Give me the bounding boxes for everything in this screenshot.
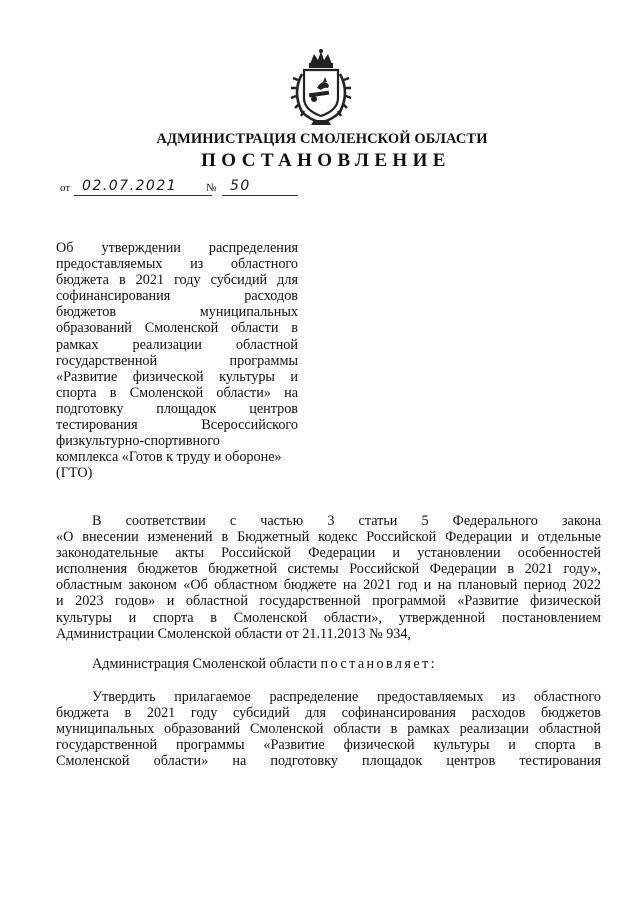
paragraph-line: Смоленской области» на подготовку площадок центров тестирования bbox=[56, 753, 601, 770]
smolensk-coat-of-arms-icon bbox=[290, 48, 352, 126]
organization-title: АДМИНИСТРАЦИЯ СМОЛЕНСКОЙ ОБЛАСТИ bbox=[156, 131, 488, 147]
subject-line: софинансирования расходов bbox=[56, 288, 298, 305]
paragraph-line: «О внесении изменений в Бюджетный кодекс Российской Федерации и отдельные bbox=[56, 529, 601, 546]
paragraph-line: государственной программы «Развитие физической культуры и спорта в bbox=[56, 737, 601, 754]
date-value: 02.07.2021 bbox=[74, 177, 212, 196]
subject-line: образований Смоленской области в bbox=[56, 320, 298, 337]
subject-line: бюджетов муниципальных bbox=[56, 304, 298, 321]
paragraph-line: областным законом «Об областном бюджете на 2021 год и на плановый период 2022 bbox=[56, 577, 601, 594]
number-label: № bbox=[206, 182, 217, 194]
subject-line: (ГТО) bbox=[56, 465, 93, 482]
decision-paragraph bbox=[56, 689, 601, 769]
subject-line: Об утверждении распределения bbox=[56, 240, 298, 256]
paragraph-line: бюджета в 2021 году субсидий для софинансирования расходов бюджетов bbox=[56, 705, 601, 722]
paragraph-line: и 2023 годов» и областной государственной программой «Развитие физической bbox=[56, 593, 601, 610]
subject-line: рамках реализации областной bbox=[56, 336, 298, 353]
subject-line: предоставляемых из областного bbox=[56, 256, 298, 273]
document-date-number-line bbox=[60, 176, 360, 198]
paragraph-line: Утвердить прилагаемое распределение предоставляемых из областного bbox=[92, 689, 601, 705]
subject-line: комплекса «Готов к труду и обороне» bbox=[56, 449, 282, 466]
date-label: от bbox=[60, 182, 71, 194]
preamble-paragraph bbox=[56, 513, 601, 642]
paragraph-line: Администрации Смоленской области от 21.11.2013 № 934, bbox=[56, 625, 412, 642]
paragraph-line bbox=[56, 656, 601, 672]
subject-line: спорта в Смоленской области» на bbox=[56, 384, 298, 401]
subject-line: бюджета в 2021 году субсидий для bbox=[56, 272, 298, 289]
subject-line: тестирования Всероссийского bbox=[56, 417, 298, 434]
paragraph-line: законодательные акты Российской Федерации и установлении особенностей bbox=[56, 545, 601, 562]
subject-line: подготовку площадок центров bbox=[56, 400, 298, 417]
subject-line: физкультурно-спортивного bbox=[56, 433, 220, 450]
document-subject bbox=[56, 240, 298, 481]
paragraph-line: исполнения бюджетов бюджетной системы Российской Федерации в 2021 году», bbox=[56, 561, 601, 578]
subject-line: «Развитие физической культуры и bbox=[56, 368, 298, 385]
resolution-statement bbox=[56, 656, 601, 672]
document-type-title: ПОСТАНОВЛЕНИЕ bbox=[201, 150, 451, 171]
paragraph-line: В соответствии с частью 3 статьи 5 Федерального закона bbox=[92, 513, 601, 529]
number-value: 50 bbox=[222, 177, 298, 196]
paragraph-line: культуры и спорта в Смоленской области», утвержденной постановлением bbox=[56, 609, 601, 626]
subject-line: государственной программы bbox=[56, 352, 298, 369]
paragraph-line: муниципальных образований Смоленской области в рамках реализации областной bbox=[56, 721, 601, 738]
resolution-verb: постановляет: bbox=[320, 656, 437, 672]
resolution-subject: Администрация Смоленской области bbox=[92, 656, 321, 672]
